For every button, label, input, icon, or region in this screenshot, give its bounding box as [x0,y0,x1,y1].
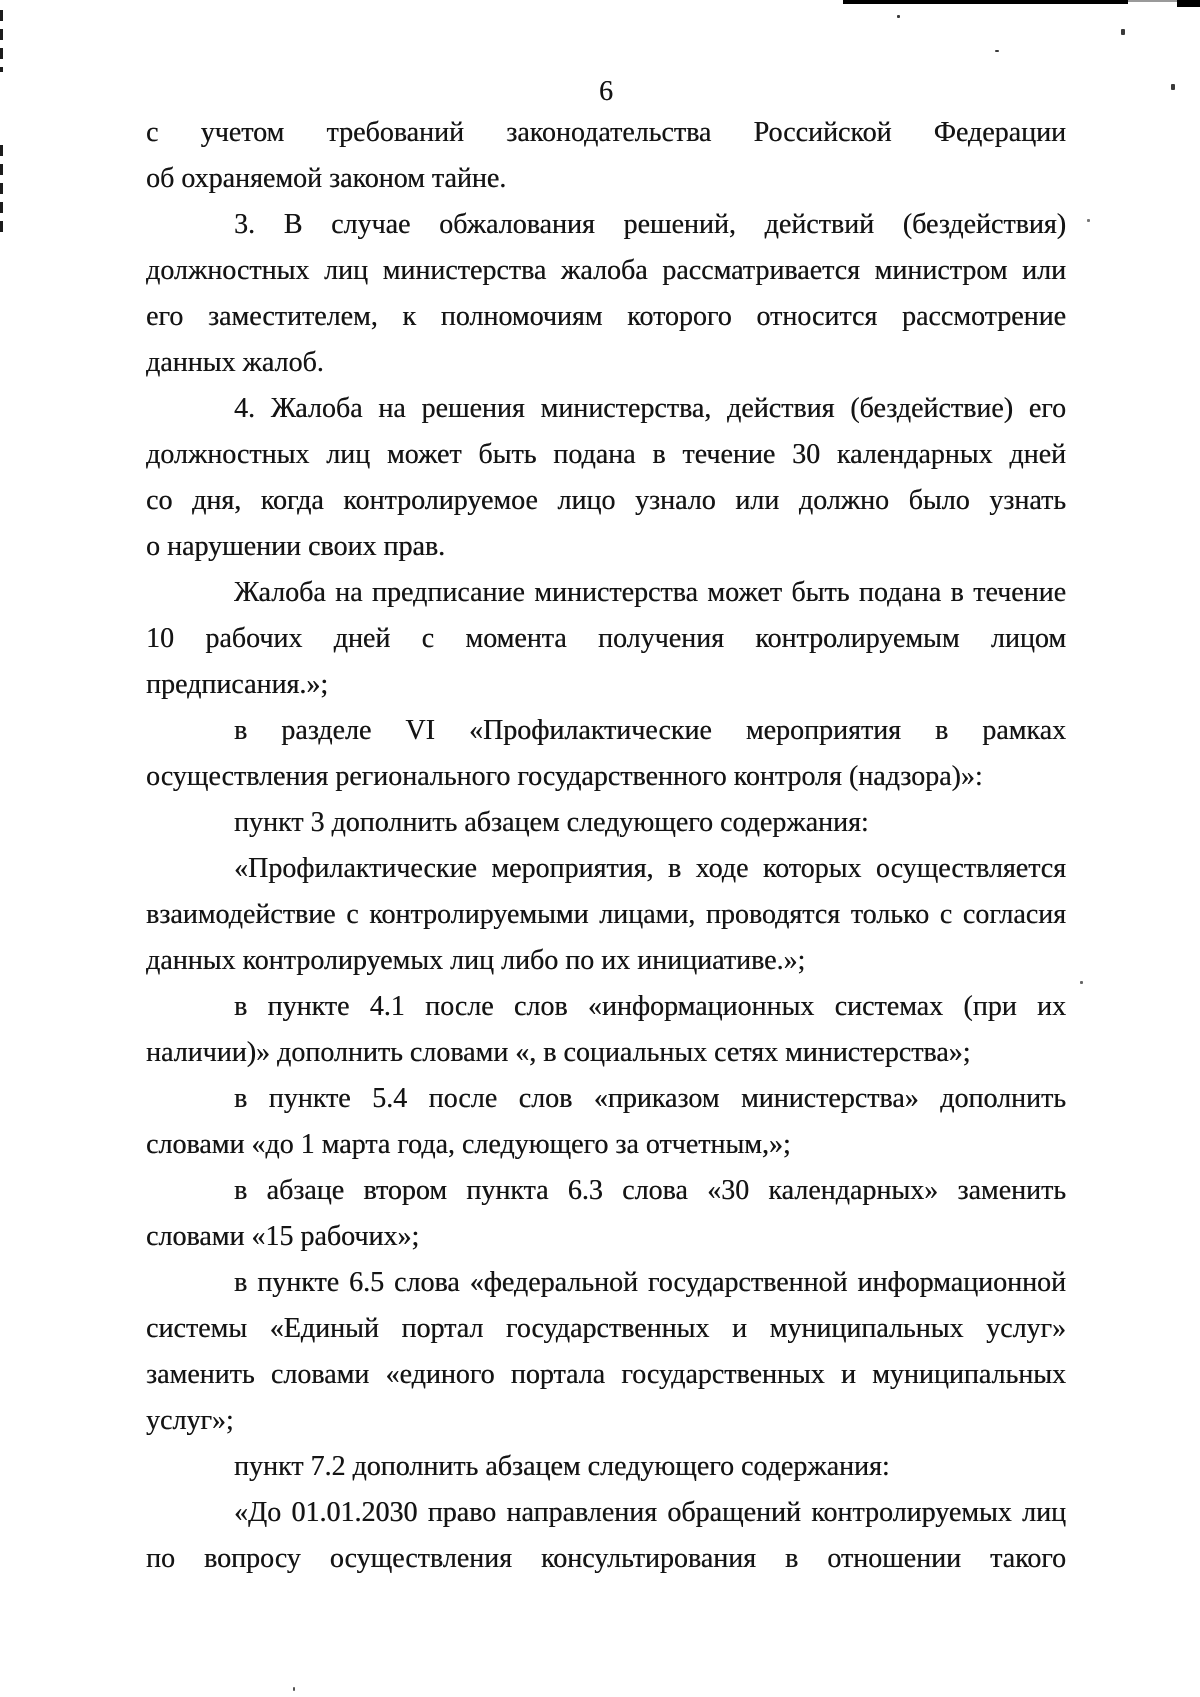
text-line: в абзаце втором пункта 6.3 слова «30 календарных» заменить [234,1175,1066,1206]
scan-speck [1171,84,1175,90]
text-line: 3. В случае обжалования решений, действий (бездействия) [234,209,1066,240]
text-line: «Профилактические мероприятия, в ходе которых осуществляется [234,853,1066,884]
text-line: словами «15 рабочих»; [146,1221,420,1252]
text-line: данных контролируемых лиц либо по их инициативе.»; [146,945,806,976]
text-line: предписания.»; [146,669,329,700]
text-line: его заместителем, к полномочиям которого относится рассмотрение [146,301,1066,332]
text-line: в пункте 6.5 слова «федеральной государственной информационной [234,1267,1066,1298]
text-line: Жалоба на предписание министерства может быть подана в течение [234,577,1066,608]
scan-artifact-left-dashes [0,10,3,72]
text-line: наличии)» дополнить словами «, в социальных сетях министерства»; [146,1037,971,1068]
text-line: в разделе VI «Профилактические мероприятия в рамках [234,715,1066,746]
text-line: осуществления регионального государственного контроля (надзора)»: [146,761,983,792]
text-line: словами «до 1 марта года, следующего за отчетным,»; [146,1129,791,1160]
document-body [146,110,1066,1582]
scan-speck [293,1687,295,1691]
scan-speck [995,50,999,52]
scan-speck [897,15,900,18]
scan-artifact-top-bar-gray [1128,0,1177,2]
text-line: со дня, когда контролируемое лицо узнало или должно было узнать [146,485,1066,516]
text-line: 4. Жалоба на решения министерства, действия (бездействие) его [234,393,1066,424]
scan-artifact-left-dashes [0,145,3,235]
text-line: «До 01.01.2030 право направления обращений контролируемых лиц [234,1497,1066,1528]
text-line: заменить словами «единого портала государственных и муниципальных [146,1359,1066,1390]
scan-speck [1087,219,1090,222]
text-line: пункт 3 дополнить абзацем следующего содержания: [234,807,869,838]
scan-speck [1080,981,1083,984]
scan-artifact-top-bar-right [1177,0,1200,7]
text-line: системы «Единый портал государственных и муниципальных услуг» [146,1313,1066,1344]
text-line: должностных лиц может быть подана в течение 30 календарных дней [146,439,1066,470]
scan-artifact-top-bar [843,0,1128,4]
text-line: об охраняемой законом тайне. [146,163,507,194]
text-line: взаимодействие с контролируемыми лицами, проводятся только с согласия [146,899,1066,930]
text-line: 10 рабочих дней с момента получения контролируемым лицом [146,623,1066,654]
text-line: о нарушении своих прав. [146,531,446,562]
text-line: услуг»; [146,1405,234,1436]
text-line: должностных лиц министерства жалоба рассматривается министром или [146,255,1066,286]
text-line: с учетом требований законодательства Российской Федерации [146,117,1066,148]
text-line: в пункте 4.1 после слов «информационных системах (при их [234,991,1066,1022]
text-line: в пункте 5.4 после слов «приказом министерства» дополнить [234,1083,1066,1114]
scan-speck [1121,29,1125,35]
text-line: данных жалоб. [146,347,324,378]
text-line: по вопросу осуществления консультирования в отношении такого [146,1543,1066,1574]
page-number: 6 [599,76,613,107]
text-line: пункт 7.2 дополнить абзацем следующего содержания: [234,1451,890,1482]
